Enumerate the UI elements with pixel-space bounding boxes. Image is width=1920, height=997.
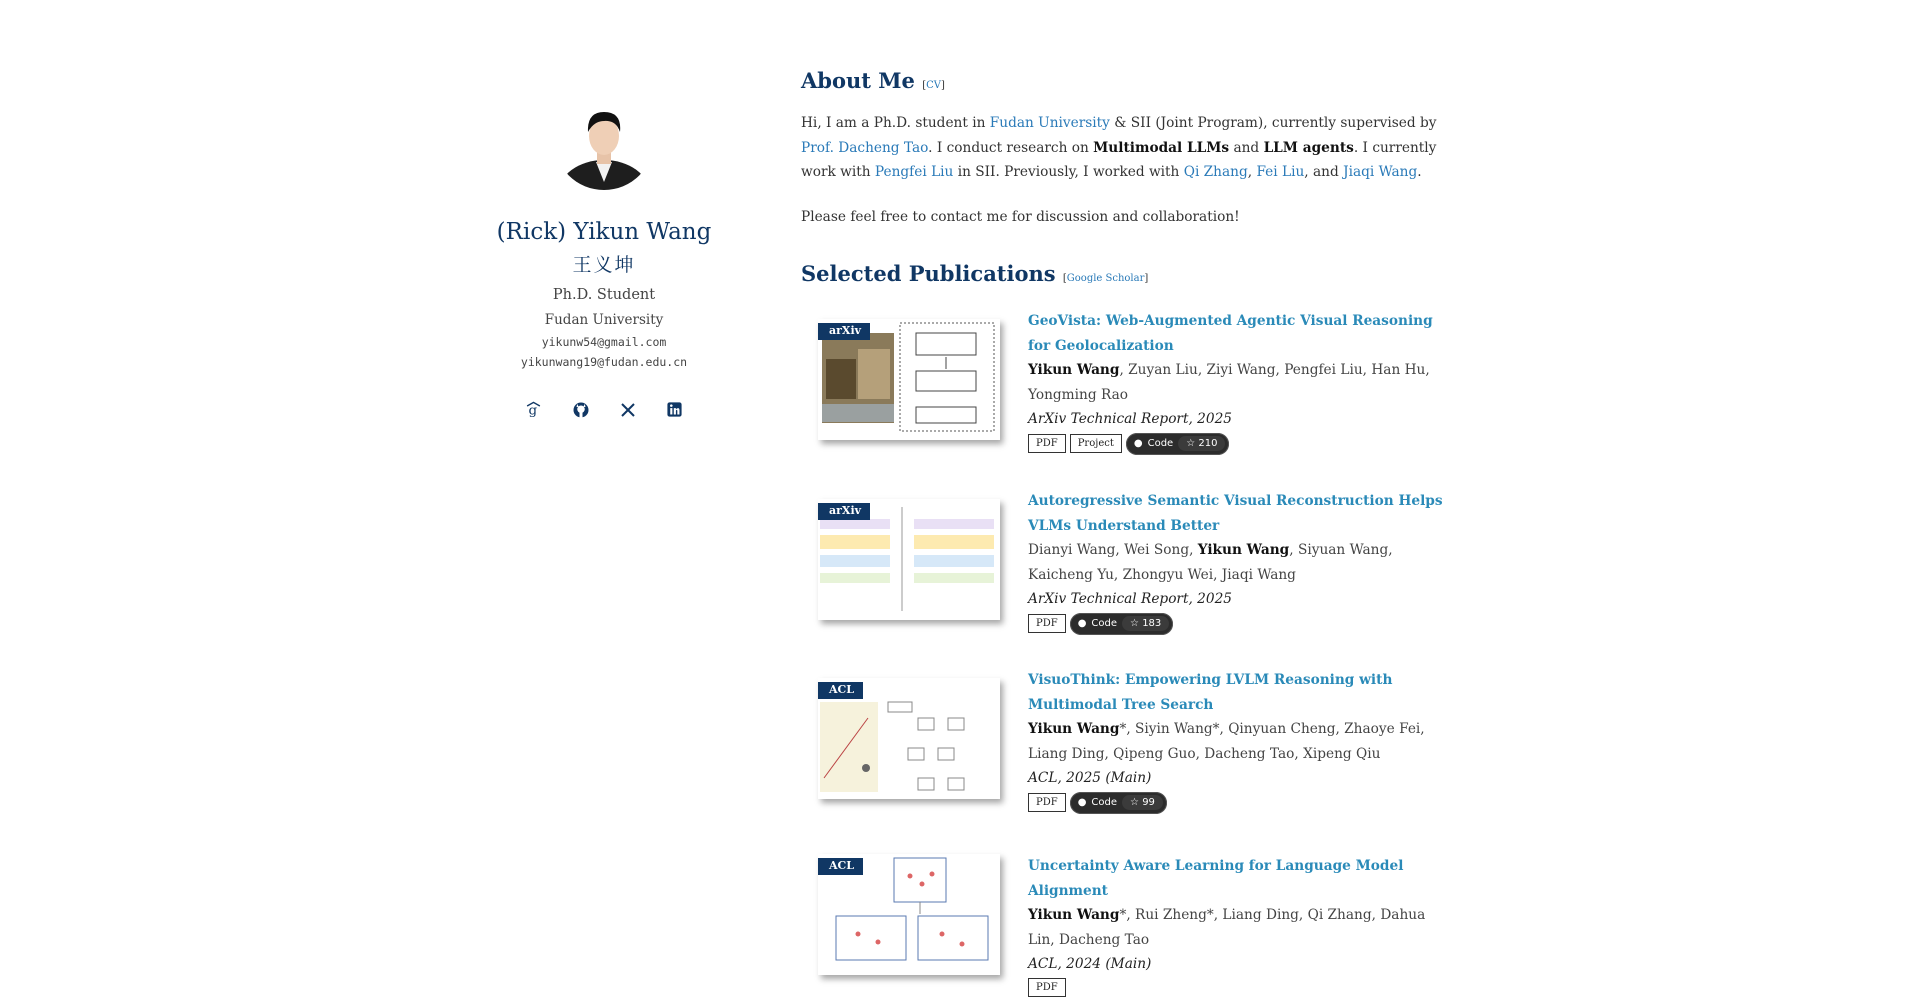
code-label: Code — [1147, 438, 1174, 449]
collaborator-link-qizhang[interactable]: Qi Zhang — [1183, 164, 1248, 180]
pdf-button[interactable]: PDF — [1028, 434, 1066, 453]
about-text-1: Hi, I am a Ph.D. student in — [801, 115, 990, 131]
star-value: 183 — [1142, 618, 1162, 629]
venue-badge: ACL — [818, 682, 863, 699]
publication-authors — [1028, 717, 1448, 766]
avatar — [554, 90, 654, 190]
publication-venue: ACL, 2025 (Main) — [1028, 770, 1152, 786]
profile-name-chinese: 王义坤 — [572, 254, 636, 276]
about-text-6: in SII. Previously, I worked with — [953, 164, 1184, 180]
authors-before: Dianyi Wang, Wei Song, — [1028, 542, 1198, 558]
collaborator-link-jiaqi[interactable]: Jiaqi Wang — [1343, 164, 1418, 180]
code-button[interactable] — [1126, 433, 1230, 455]
github-icon[interactable] — [569, 398, 592, 421]
publication-links — [1028, 978, 1448, 997]
profile-sidebar — [480, 90, 728, 421]
about-text-3: . I conduct research on — [928, 139, 1094, 156]
scholar-bracket: [Google Scholar] — [1062, 273, 1149, 284]
publication-thumbnail[interactable] — [818, 678, 1000, 799]
cv-bracket: [CV] — [922, 80, 945, 91]
publication-title[interactable]: Uncertainty Aware Learning for Language Model Alignment — [1028, 858, 1404, 899]
publication-title[interactable]: GeoVista: Web-Augmented Agentic Visual Reasoning for Geolocalization — [1028, 313, 1433, 354]
google-scholar-icon[interactable] — [522, 398, 545, 421]
star-icon: ☆ — [1130, 618, 1139, 629]
authors-after: *, Siyin Wang*, Qinyuan Cheng, Zhaoye Fei, Liang Ding, Qipeng Guo, Dacheng Tao, Xipeng Qiu — [1028, 721, 1425, 762]
authors-after: *, Rui Zheng*, Liang Ding, Qi Zhang, Dahua Lin, Dacheng Tao — [1028, 907, 1426, 948]
x-icon[interactable] — [616, 398, 639, 421]
github-icon: ● — [1133, 438, 1143, 449]
code-button[interactable] — [1070, 792, 1167, 814]
self-author: Yikun Wang — [1028, 907, 1120, 923]
venue-badge: ACL — [818, 858, 863, 875]
publications-heading — [801, 257, 1461, 296]
project-button[interactable]: Project — [1070, 434, 1122, 453]
email-gmail[interactable]: yikunw54@gmail.com — [541, 335, 667, 349]
google-scholar-link[interactable]: Google Scholar — [1066, 273, 1145, 284]
self-author: Yikun Wang — [1028, 721, 1120, 737]
venue-badge: arXiv — [818, 323, 870, 340]
code-button[interactable] — [1070, 613, 1174, 635]
publication-venue: ArXiv Technical Report, 2025 — [1028, 411, 1233, 427]
publication-venue: ArXiv Technical Report, 2025 — [1028, 591, 1233, 607]
publication-links — [1028, 613, 1448, 635]
code-label: Code — [1091, 797, 1118, 808]
about-text-2: & SII (Joint Program), currently supervised by — [1109, 115, 1437, 131]
authors-after: , Siyuan Wang, Kaicheng Yu, Zhongyu Wei, Jiaqi Wang — [1028, 542, 1393, 583]
publication-venue: ACL, 2024 (Main) — [1028, 956, 1152, 972]
star-count — [1122, 616, 1169, 631]
pdf-button[interactable]: PDF — [1028, 978, 1066, 997]
self-author: Yikun Wang — [1028, 362, 1120, 378]
venue-badge: arXiv — [818, 503, 870, 520]
about-text-5: . I currently work with — [801, 139, 1437, 180]
publication-links — [1028, 792, 1448, 814]
pdf-button[interactable]: PDF — [1028, 614, 1066, 633]
about-text-7: , — [1247, 164, 1257, 180]
publication-info — [1028, 668, 1448, 814]
publication-links — [1028, 433, 1448, 455]
publication-authors — [1028, 538, 1448, 587]
about-paragraph — [801, 111, 1461, 185]
star-count — [1122, 795, 1163, 810]
about-heading-text: About Me — [801, 68, 915, 93]
about-text-8: , and — [1304, 164, 1344, 180]
publication-thumbnail[interactable] — [818, 499, 1000, 620]
profile-role: Ph.D. Student — [552, 287, 656, 303]
star-count — [1178, 436, 1225, 451]
publications-heading-text: Selected Publications — [801, 261, 1056, 286]
authors-after: , Zuyan Liu, Ziyi Wang, Pengfei Liu, Han Hu, Yongming Rao — [1028, 362, 1430, 403]
star-icon: ☆ — [1130, 797, 1139, 808]
about-text-4: and — [1229, 139, 1264, 156]
publication-authors — [1028, 903, 1448, 952]
publication-thumbnail[interactable] — [818, 854, 1000, 975]
linkedin-icon[interactable] — [663, 398, 686, 421]
code-label: Code — [1091, 618, 1118, 629]
publication-title[interactable]: VisuoThink: Empowering LVLM Reasoning with Multimodal Tree Search — [1028, 672, 1393, 713]
research-topic-agents: LLM agents — [1263, 139, 1354, 156]
contact-paragraph: Please feel free to contact me for discussion and collaboration! — [801, 208, 1240, 225]
email-fudan[interactable]: yikunwang19@fudan.edu.cn — [520, 355, 688, 369]
profile-affiliation: Fudan University — [544, 312, 664, 328]
pdf-button[interactable]: PDF — [1028, 793, 1066, 812]
social-links — [480, 398, 728, 421]
publication-thumbnail[interactable] — [818, 319, 1000, 440]
collaborator-link-feiliu[interactable]: Fei Liu — [1256, 164, 1305, 180]
star-value: 99 — [1142, 797, 1155, 808]
svg-text:g: g — [528, 403, 538, 418]
profile-name: (Rick) Yikun Wang — [496, 219, 712, 245]
star-icon: ☆ — [1186, 438, 1196, 449]
publication-title[interactable]: Autoregressive Semantic Visual Reconstruction Helps VLMs Understand Better — [1028, 493, 1443, 534]
publication-info — [1028, 489, 1448, 635]
collaborator-link-pengfei[interactable]: Pengfei Liu — [874, 164, 954, 180]
advisor-link[interactable]: Prof. Dacheng Tao — [801, 139, 929, 156]
fudan-link[interactable]: Fudan University — [989, 115, 1110, 131]
github-icon: ● — [1077, 797, 1087, 808]
publication-info — [1028, 309, 1448, 455]
about-text-9: . — [1417, 164, 1422, 180]
publication-info — [1028, 854, 1448, 997]
star-value: 210 — [1198, 438, 1218, 449]
cv-link[interactable]: CV — [926, 80, 941, 91]
about-heading — [801, 64, 1461, 103]
main-content — [801, 64, 1461, 993]
research-topic-mllm: Multimodal LLMs — [1093, 139, 1230, 156]
publication-authors — [1028, 358, 1448, 407]
github-icon: ● — [1077, 618, 1087, 629]
self-author: Yikun Wang — [1197, 542, 1290, 558]
